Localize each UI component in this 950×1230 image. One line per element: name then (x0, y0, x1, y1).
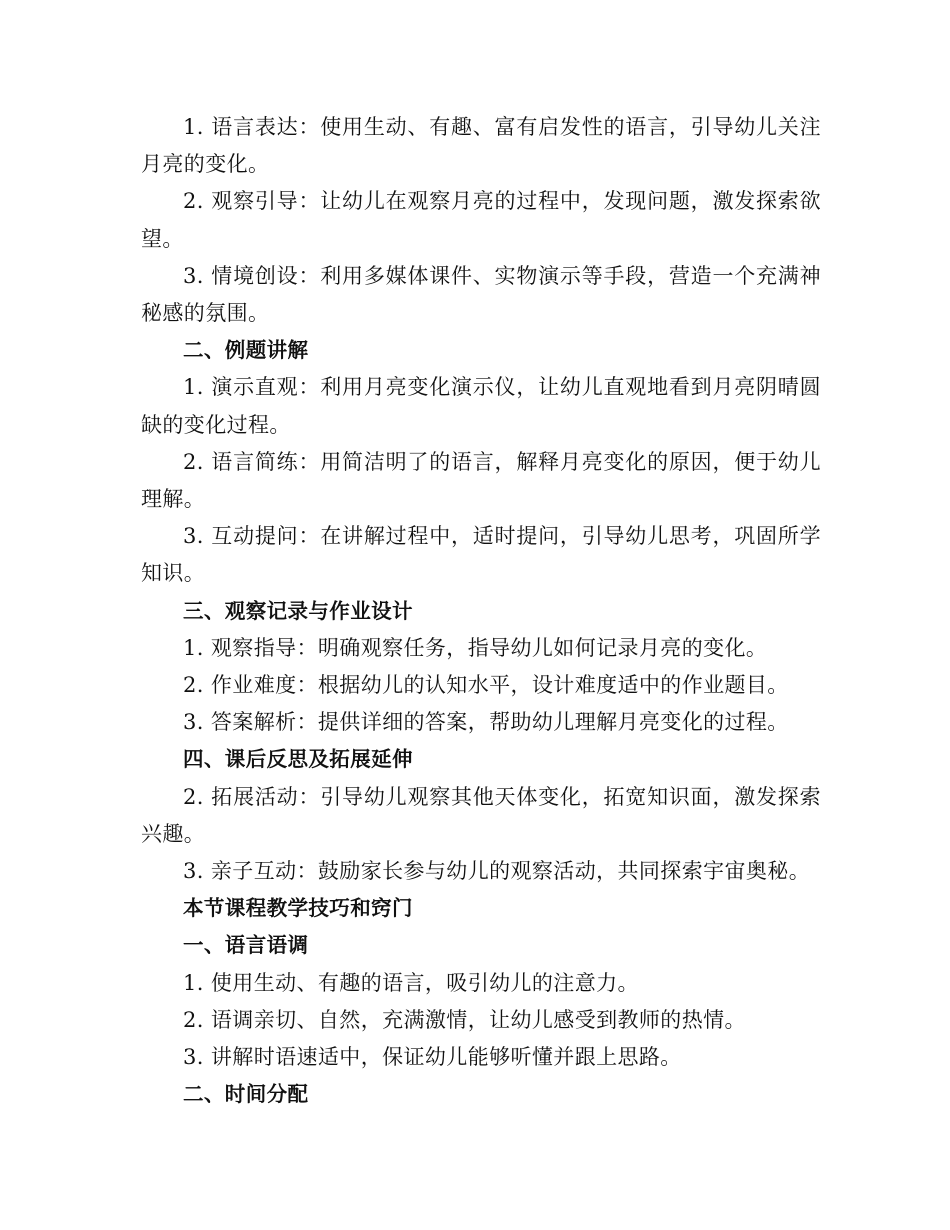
paragraph: 1. 观察指导：明确观察任务，指导幼儿如何记录月亮的变化。 (183, 635, 768, 660)
section-heading: 四、课后反思及拓展延伸 (183, 747, 413, 772)
paragraph: 3. 亲子互动：鼓励家长参与幼儿的观察活动，共同探索宇宙奥秘。 (183, 859, 811, 884)
paragraph: 1. 语言表达：使用生动、有趣、富有启发性的语言，引导幼儿关注月亮的变化。 (141, 115, 821, 177)
section-heading: 二、例题讲解 (183, 338, 309, 363)
paragraph: 2. 语调亲切、自然，充满激情，让幼儿感受到教师的热情。 (183, 1007, 746, 1032)
document-page (141, 109, 821, 1113)
paragraph: 3. 答案解析：提供详细的答案，帮助幼儿理解月亮变化的过程。 (183, 710, 789, 735)
paragraph: 3. 互动提问：在讲解过程中，适时提问，引导幼儿思考，巩固所学知识。 (141, 524, 821, 586)
section-heading: 本节课程教学技巧和窍门 (183, 896, 413, 921)
paragraph: 3. 情境创设：利用多媒体课件、实物演示等手段，营造一个充满神秘感的氛围。 (141, 263, 821, 326)
paragraph: 2. 观察引导：让幼儿在观察月亮的过程中，发现问题，激发探索欲望。 (141, 189, 821, 251)
paragraph: 3. 讲解时语速适中，保证幼儿能够听懂并跟上思路。 (183, 1045, 682, 1070)
paragraph: 2. 拓展活动：引导幼儿观察其他天体变化，拓宽知识面，激发探索兴趣。 (141, 784, 821, 846)
paragraph: 2. 作业难度：根据幼儿的认知水平，设计难度适中的作业题目。 (183, 673, 789, 698)
section-heading: 二、时间分配 (183, 1082, 309, 1107)
paragraph: 1. 使用生动、有趣的语言，吸引幼儿的注意力。 (183, 970, 639, 995)
section-heading: 三、观察记录与作业设计 (183, 598, 413, 623)
paragraph: 1. 演示直观：利用月亮变化演示仪，让幼儿直观地看到月亮阴晴圆缺的变化过程。 (141, 375, 821, 437)
paragraph: 2. 语言简练：用简洁明了的语言，解释月亮变化的原因，便于幼儿理解。 (141, 449, 821, 512)
section-heading: 一、语言语调 (183, 933, 309, 958)
